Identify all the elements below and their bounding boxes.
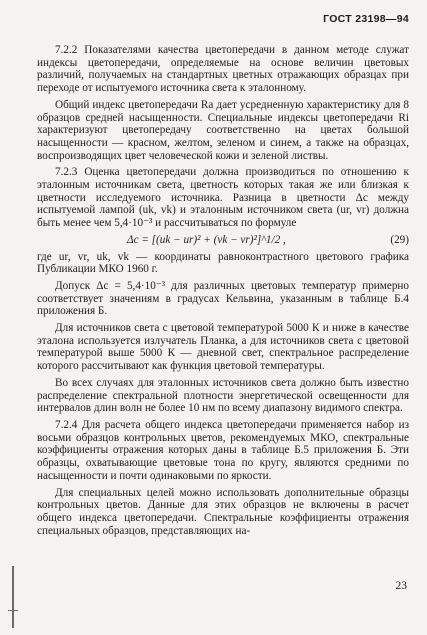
paragraph-7-2-3: 7.2.3 Оценка цветопередачи должна производиться по отношению к эталонным источникам света, цветность которых такая же или близкая к цветности исследуемого источника. Разница в цветности Δc между испытуемой лампой (uk, vk) и эталонным источником света (ur, vr) должна быть менее чем 5,4·10⁻³ и рассчитываться по формуле [37,166,409,230]
paragraph-where: где ur, vr, uk, vk — координаты равноконтрастного цветового графика Публикации МКО 1960 г. [37,250,409,276]
margin-tick [8,610,18,611]
paragraph-tolerance: Допуск Δc = 5,4·10⁻³ для различных цветовых температур примерно соответствует значениям в градусах Кельвина, указанным в таблице Б.4 приложения Б. [37,279,409,318]
paragraph-spectral-distribution: Во всех случаях для эталонных источников света должно быть известно распределение спектральной плотности энергетической освещенности для интервалов длин волн не более 10 нм по всему диапазону видимого спектра. [37,376,409,415]
paragraph-7-2-2: 7.2.2 Показателями качества цветопередачи в данном методе служат индексы цветопередачи, определяемые на основе величин цветовых различий, получаемых на стандартных цветных отражающих образцах при переходе от испытуемого источника света к эталонному. [37,44,409,95]
margin-mark [12,566,14,628]
body-text [37,44,409,541]
page-number: 23 [395,580,407,592]
paragraph-general-index: Общий индекс цветопередачи Ra дает усредненную характеристику для 8 образцов средней насыщенности. Специальные индексы цветопередачи Ri характеризуют цветопередачу соответственно на цветах большой насыщенности — красном, желтом, зеленом и синем, а также на образцах, воспроизводящих цвет человеческой кожи и зеленой листвы. [37,98,409,162]
paragraph-7-2-4: 7.2.4 Для расчета общего индекса цветопередачи применяется набор из восьми образцов контрольных цветов, рекомендуемых МКО, спектральные коэффициенты отражения которых даны в таблице Б.5 приложения Б. Эти образцы, охватывающие цветовые тона по кругу, являются средними по насыщенности и почти одинаковыми по яркости. [37,418,409,482]
paragraph-reference-sources: Для источников света с цветовой температурой 5000 К и ниже в качестве эталона используется излучатель Планка, а для источников света с цветовой температурой выше 5000 К — дневной свет, спектральное распределение которого рассчитывают как функция цветовой температуры. [37,322,409,373]
standard-header: ГОСТ 23198—94 [323,13,409,25]
formula-number: (29) [390,233,409,246]
paragraph-special-samples: Для специальных целей можно использовать дополнительные образцы контрольных цветов. Данные для этих образцов не включены в расчет общего индекса цветопередачи. Спектральные коэффициенты отражения специальных образцов, представляющих на- [37,486,409,537]
formula-29 [37,234,409,247]
formula-expression: Δc = [(uk − ur)² + (vk − vr)²]^1/2 , [127,233,286,246]
